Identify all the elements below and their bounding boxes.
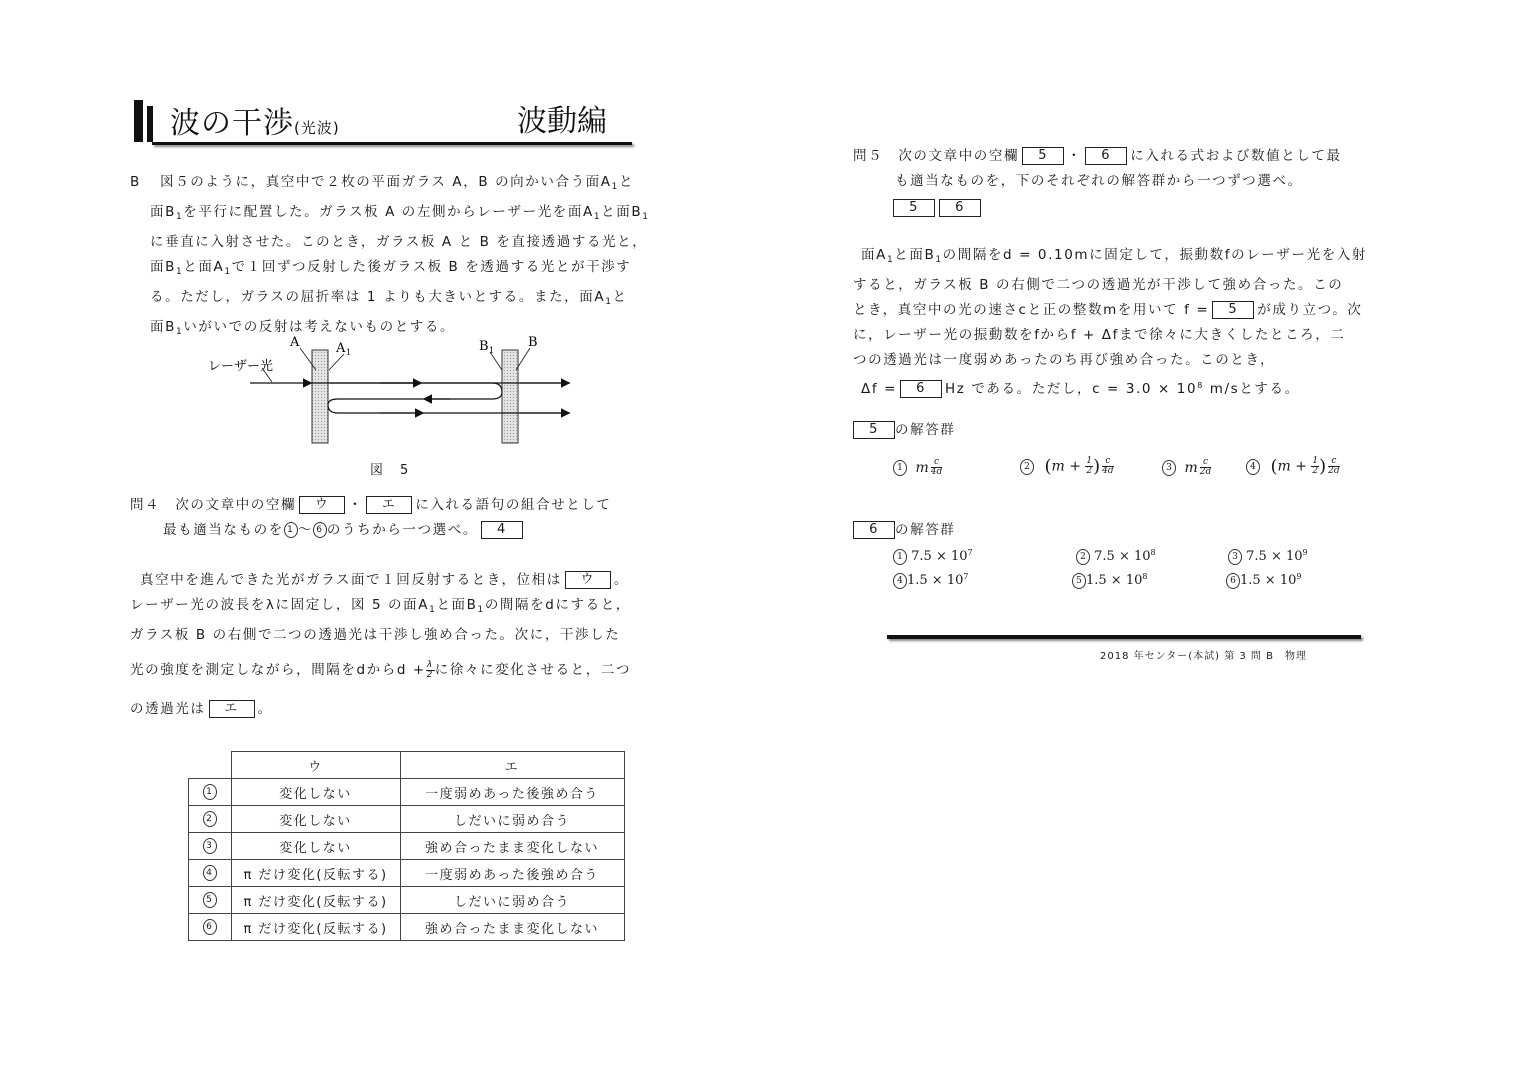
row-3-e: 強め合ったまま変化しない: [400, 833, 624, 860]
choice-6-2: [1076, 548, 1156, 565]
choices-5-heading: [853, 418, 955, 443]
choice-6-5-exp: 8: [1142, 572, 1148, 581]
q4-tilde: 〜: [297, 522, 313, 538]
label-b1: B: [479, 339, 489, 354]
q4-passage-3: ガラス板 B の右側で二つの透過光は干渉し強め合った。次に，干渉した: [130, 627, 621, 643]
page-title: [170, 98, 340, 142]
group-box-5: 5: [853, 421, 895, 439]
q5-passage-4: に，レーザー光の振動数をfからf + Δfまで徐々に大きくしたところ，二: [853, 327, 1346, 343]
title-main: 波の干渉: [170, 106, 294, 141]
q5-prompt: [853, 144, 1342, 221]
q5-line1: 次の文章中の空欄: [898, 148, 1020, 164]
label-a: A: [290, 335, 300, 350]
answer-box-5: 5: [893, 199, 935, 217]
choice-5-4: 4 (m + $\frac{1}{2}$ ) $\frac{c}{2d}$: [1246, 456, 1340, 477]
row-number-6: 6: [203, 919, 217, 935]
row-number-2: 2: [203, 811, 217, 827]
q5-passage-1c: の間隔をd = 0.10mに固定して，振動数fのレーザー光を入射: [942, 247, 1368, 263]
row-6-e: 強め合ったまま変化しない: [400, 914, 624, 941]
q4-passage-2c: の間隔をdにすると，: [484, 597, 631, 613]
choice-6-5-number: 5: [1072, 573, 1086, 589]
q4-passage-2b: と面B: [436, 597, 478, 613]
blank-5: 5: [1022, 147, 1064, 165]
pb-line-5: る。ただし，ガラスの屈折率は 1 よりも大きいとする。また，面A: [150, 289, 606, 305]
choice-6-5: [1072, 572, 1147, 589]
footer-rule: [887, 635, 1361, 639]
table-row: [189, 860, 625, 887]
label-laser: レーザー光: [208, 359, 274, 374]
q4-passage: 真空中を進んできた光がガラス面で１回反射するとき，位相は ウ 。 レーザー光の波長をλに固定し，図 5 の面$A_1$と面$B_1$の間隔をdにすると， ガラス板 B の右側で二つの透過光は干渉し強め合った。次に，干渉した 光の強度を測定しながら，間隔をdからd + $\frac{\lambda}{2}$ に徐々に変化させると，二つ の透過光は エ 。: [130, 572, 632, 717]
choice-6-4: [893, 572, 968, 589]
q5-passage-5: つの透過光は一度弱めあったのち再び強め合った。このとき，: [853, 352, 1276, 368]
q4-line1: 次の文章中の空欄: [175, 497, 297, 513]
q5-passage-2: すると，ガラス板 B の右側で二つの透過光が干渉して強め合った。この: [853, 277, 1344, 293]
choice-6-1: [893, 548, 973, 565]
glass-plate-a: [312, 350, 328, 443]
choice-6-1-exp: 7: [967, 548, 973, 557]
label-b1-sub: 1: [489, 346, 495, 355]
label-pointer-a1: [329, 354, 344, 370]
choice-6-3-value: 7.5 × 10: [1246, 549, 1303, 564]
table-row: [189, 833, 625, 860]
section-label: 波動編: [517, 104, 607, 139]
choice-6-4-number: 4: [893, 573, 907, 589]
choice-5-2: 2 (m + $\frac{1}{2}$ ) $\frac{c}{4d}$: [1020, 456, 1114, 477]
q5-dot: ・: [1067, 148, 1083, 164]
glass-plate-b: [502, 350, 518, 443]
q5-passage-1a: 面A: [861, 247, 887, 263]
label-b: B: [528, 335, 538, 350]
q5-line2: も適当なものを，下のそれぞれの解答群から一つずつ選べ。: [895, 173, 1303, 189]
label-a1-sub: 1: [346, 348, 352, 357]
q4-passage-4: 光の強度を測定しながら，間隔をdからd +: [130, 662, 426, 678]
choice-5-4-number: 4: [1246, 459, 1260, 475]
q4-dot: ・: [348, 497, 364, 513]
choice-circle-6: 6: [313, 522, 327, 538]
blank-u-2: ウ: [565, 571, 611, 589]
choice-5-2-number: 2: [1020, 459, 1034, 475]
choice-5-3-number: 3: [1162, 460, 1176, 476]
q4-label: 問４: [130, 497, 161, 513]
row-1-e: 一度弱めあった後強め合う: [400, 779, 624, 806]
fraction-lambda-2: $\frac{\lambda}{2}$: [426, 659, 434, 680]
problem-b-text: 図５のように，真空中で２枚の平面ガラス A，B の向かい合う面$A_1$と 面$B_1$を平行に配置した。ガラス板 A の左側からレーザー光を面$A_1$と面$B_1$ に垂直に入射させた。このとき，ガラス板 A と B を直接透過する光と， 面$B_1$と面$A_1$で１回ずつ反射した後ガラス板 B を透過する光とが干渉す る。ただし，ガラスの屈折率は 1 よりも大きいとする。また，面$A_1$と 面$B_1$いがいでの反射は考えないものとする。: [150, 174, 650, 337]
reflected-path: [328, 383, 570, 413]
figure-5: [200, 330, 600, 455]
header-marker-2: [147, 106, 153, 142]
blank-6-2: 6: [900, 380, 942, 398]
choice-6-3-number: 3: [1228, 549, 1242, 565]
choice-6-6: [1226, 572, 1301, 589]
table-header-e: エ: [400, 752, 624, 779]
pb-line-6: 面B: [150, 319, 176, 335]
header-rule: [152, 142, 632, 145]
q4-line2-post: のうちから一つ選べ。: [326, 522, 478, 538]
table-row: [189, 914, 625, 941]
answer-box-6: 6: [939, 199, 981, 217]
answer-box-4: 4: [481, 521, 523, 539]
row-1-u: 変化しない: [231, 779, 400, 806]
choice-5-4-frac: $\frac{c}{2d}$: [1328, 456, 1340, 476]
row-number-5: 5: [203, 892, 217, 908]
q5-label: 問５: [853, 148, 884, 164]
group-5-suffix: の解答群: [895, 422, 956, 438]
blank-5-2: 5: [1212, 301, 1254, 319]
choice-5-1: 1 m $\frac{c}{4d}$: [893, 458, 942, 477]
row-4-e: 一度弱めあった後強め合う: [400, 860, 624, 887]
q4-line1-post: に入れる語句の組合せとして: [415, 497, 612, 513]
q5-passage: 面$A_1$と面$B_1$の間隔をd = 0.10mに固定して，振動数fのレーザー光を入射 すると，ガラス板 B の右側で二つの透過光が干渉して強め合った。この とき，真空中の光の速さcと正の整数mを用いて f = 5 が成り立つ。次 に，レーザー光の振動数をfからf + Δfまで徐々に大きくしたところ，二 つの透過光は一度弱めあったのち再び強め合った。このとき， Δf = 6 Hz である。ただし，$c = 3.0 \times 10^8$ m/sとする。: [853, 247, 1368, 397]
choice-5-3: 3 m $\frac{c}{2d}$: [1162, 458, 1211, 477]
pb-line-2: 面B: [150, 204, 176, 220]
pb-line-4: 面B: [150, 259, 176, 275]
q5-passage-3a: とき，真空中の光の速さcと正の整数mを用いて f =: [853, 302, 1210, 318]
group-box-6: 6: [853, 521, 895, 539]
title-sub: (光波): [294, 119, 340, 137]
q4-line2: 最も適当なものを: [163, 522, 284, 538]
choice-5-3-frac: $\frac{c}{2d}$: [1199, 457, 1212, 477]
row-6-u: π だけ変化(反転する): [231, 914, 400, 941]
blank-e-2: エ: [209, 700, 255, 718]
problem-b-label: B: [130, 174, 141, 190]
q4-passage-4b: に徐々に変化させると，二つ: [434, 662, 632, 678]
figure-caption: 図 5: [370, 463, 411, 478]
choice-6-2-value: 7.5 × 10: [1094, 549, 1151, 564]
q4-passage-5: の透過光は: [130, 701, 206, 717]
table-row: [189, 887, 625, 914]
choice-6-3-exp: 9: [1302, 548, 1308, 557]
choice-6-6-value: 1.5 × 10: [1240, 573, 1297, 588]
q5-passage-3b: が成り立つ。次: [1257, 302, 1363, 318]
q5-line1-post: に入れる式および数値として最: [1130, 148, 1342, 164]
table-row: [189, 779, 625, 806]
q4-passage-1-end: 。: [613, 572, 629, 588]
choices-6-heading: [853, 518, 955, 543]
q5-passage-1b: と面B: [894, 247, 936, 263]
q4-passage-1: 真空中を進んできた光がガラス面で１回反射するとき，位相は: [140, 572, 562, 588]
table-corner: [189, 752, 232, 779]
choice-6-4-exp: 7: [963, 572, 969, 581]
answer-table: [188, 751, 625, 941]
row-number-1: 1: [203, 784, 217, 800]
choice-6-1-number: 1: [893, 549, 907, 565]
choice-5-1-number: 1: [893, 460, 907, 476]
blank-u: ウ: [299, 496, 345, 514]
row-4-u: π だけ変化(反転する): [231, 860, 400, 887]
row-2-e: しだいに弱め合う: [400, 806, 624, 833]
table-row: [189, 806, 625, 833]
choice-6-6-number: 6: [1226, 573, 1240, 589]
row-2-u: 変化しない: [231, 806, 400, 833]
q4-prompt: [130, 493, 612, 543]
choice-6-2-number: 2: [1076, 549, 1090, 565]
choice-5-1-frac: $\frac{c}{4d}$: [930, 457, 943, 477]
q5-passage-6a: Δf =: [861, 381, 897, 397]
choice-6-3: [1228, 548, 1308, 565]
row-number-4: 4: [203, 865, 217, 881]
choice-5-2-frac: $\frac{c}{4d}$: [1102, 456, 1114, 476]
row-5-e: しだいに弱め合う: [400, 887, 624, 914]
blank-6: 6: [1085, 147, 1127, 165]
footer-source: 2018 年センター(本試) 第 3 問 B 物理: [1100, 651, 1307, 662]
choice-6-6-exp: 9: [1296, 572, 1302, 581]
q4-passage-2: レーザー光の波長をλに固定し，図 5 の面A: [130, 597, 430, 613]
group-6-suffix: の解答群: [895, 522, 956, 538]
choice-6-1-value: 7.5 × 10: [911, 549, 968, 564]
q5-exponent: 8: [1197, 381, 1204, 390]
blank-e: エ: [366, 496, 412, 514]
pb-line-1: 図５のように，真空中で２枚の平面ガラス A，B の向かい合う面A: [160, 174, 612, 190]
choice-circle-1: 1: [284, 522, 298, 538]
choice-6-2-exp: 8: [1150, 548, 1156, 557]
row-3-u: 変化しない: [231, 833, 400, 860]
q4-passage-5-end: 。: [257, 701, 273, 717]
row-5-u: π だけ変化(反転する): [231, 887, 400, 914]
q5-passage-6b: Hz である。ただし，c = 3.0 × 10: [945, 381, 1198, 397]
q5-passage-6c: m/sとする。: [1203, 381, 1300, 397]
table-header-row: [189, 752, 625, 779]
table-header-u: ウ: [231, 752, 400, 779]
header-marker: [134, 100, 143, 142]
choice-6-4-value: 1.5 × 10: [907, 573, 964, 588]
choice-6-5-value: 1.5 × 10: [1086, 573, 1143, 588]
label-a1: A: [336, 341, 346, 356]
pb-line-3: に垂直に入射させた。このとき，ガラス板 A と B を直接透過する光と，: [150, 234, 648, 250]
row-number-3: 3: [203, 838, 217, 854]
